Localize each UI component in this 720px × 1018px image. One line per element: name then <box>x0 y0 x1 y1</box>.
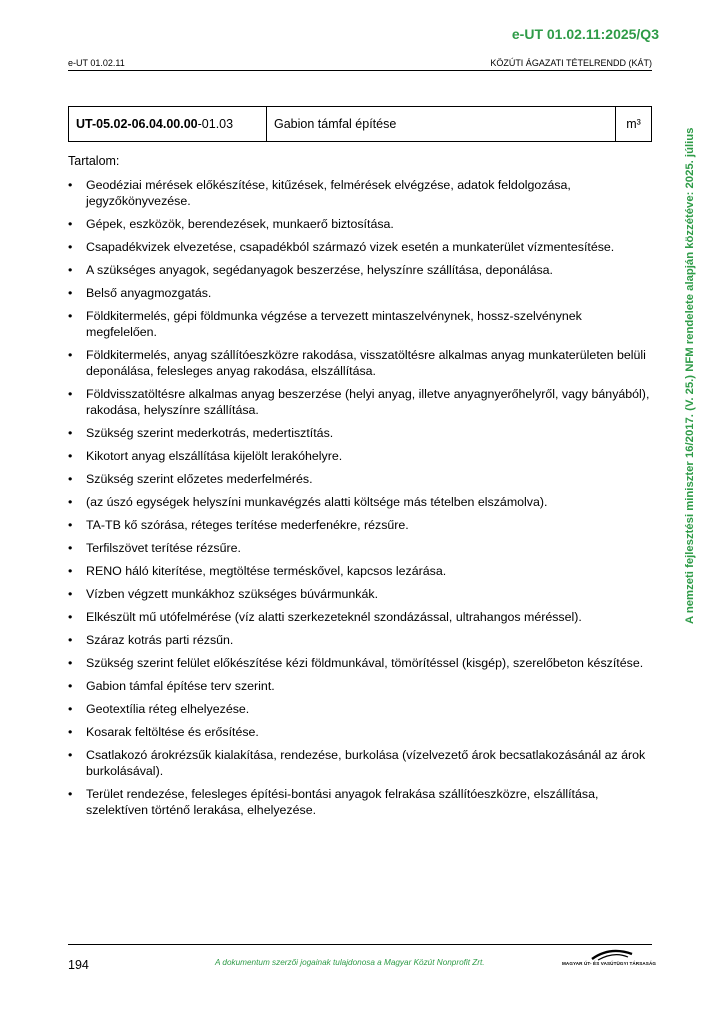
bullet-icon: • <box>68 309 73 323</box>
item-name-cell: Gabion támfal építése <box>274 117 397 131</box>
bullet-icon: • <box>68 679 73 693</box>
bullet-icon: • <box>68 587 73 601</box>
item-unit-cell: m³ <box>615 107 651 141</box>
society-logo <box>562 948 657 970</box>
list-item: • Geotextília réteg elhelyezése. <box>68 702 250 716</box>
bullet-icon: • <box>68 541 73 555</box>
list-item: • RENO háló kiterítése, megtöltése terméskővel, kapcsos lezárása. <box>68 564 447 578</box>
list-item: • Földvisszatöltésre alkalmas anyag beszerzése (helyi anyag, illetve anyagnyerőhelyről, vagy bányából), rakodása, helyszínre szállítása. <box>68 387 650 417</box>
bullet-icon: • <box>68 426 73 440</box>
list-item: • Kikotort anyag elszállítása kijelölt lerakóhelyre. <box>68 449 343 463</box>
bullet-icon: • <box>68 610 73 624</box>
bullet-icon: • <box>68 240 73 254</box>
page-number: 194 <box>68 958 89 972</box>
bullet-icon: • <box>68 217 73 231</box>
copyright-notice: A dokumentum szerzői jogainak tulajdonosa a Magyar Közút Nonprofit Zrt. <box>215 958 485 967</box>
list-item: • (az úszó egységek helyszíni munkavégzés alatti költsége más tételben elszámolva). <box>68 495 548 509</box>
bullet-icon: • <box>68 449 73 463</box>
footer-rule <box>68 944 652 945</box>
bullet-icon: • <box>68 495 73 509</box>
item-code-suffix: -01.03 <box>197 117 234 131</box>
contents-list <box>68 177 652 825</box>
header-left-code: e-UT 01.02.11 <box>68 58 125 68</box>
bullet-icon: • <box>68 518 73 532</box>
list-item: • Vízben végzett munkákhoz szükséges búvármunkák. <box>68 587 379 601</box>
contents-label: Tartalom: <box>68 154 120 168</box>
logo-text: MAGYAR ÚT- ÉS VASÚTÜGYI TÁRSASÁG <box>562 961 657 966</box>
bullet-icon: • <box>68 633 73 647</box>
list-item: • Terület rendezése, felesleges építési-bontási anyagok felrakása szállítóeszközre, elszállítása, szelektíven történő lerakása, elhelyezése. <box>68 787 599 817</box>
bullet-icon: • <box>68 564 73 578</box>
list-item: • TA-TB kő szórása, réteges terítése mederfenékre, rézsűre. <box>68 518 409 532</box>
bullet-icon: • <box>68 748 73 762</box>
list-item: • Földkitermelés, gépi földmunka végzése a tervezett mintaszelvénynek, hossz-szelvénynek megfelelően. <box>68 309 582 339</box>
bullet-icon: • <box>68 178 73 192</box>
list-item: • Elkészült mű utófelmérése (víz alatti szerkezeteknél szondázással, ultrahangos méréssel). <box>68 610 582 624</box>
list-item: • Belső anyagmozgatás. <box>68 286 212 300</box>
bullet-icon: • <box>68 348 73 362</box>
list-item: • A szükséges anyagok, segédanyagok beszerzése, helyszínre szállítása, deponálása. <box>68 263 554 277</box>
logo-swoosh-icon <box>562 948 654 962</box>
side-publication-note: A nemzeti fejlesztési miniszter 16/2017. (V. 25.) NFM rendelete alapján közzétéve: 2025. július <box>684 127 696 624</box>
bullet-icon: • <box>68 387 73 401</box>
list-item: • Szükség szerint felület előkészítése kézi földmunkával, tömörítéssel (kisgép), szerelőbeton készítése. <box>68 656 644 670</box>
list-item: • Csatlakozó árokrézsűk kialakítása, rendezése, burkolása (vízelvezető árok becsatlakozásánál az árok burkolásával). <box>68 748 646 778</box>
bullet-icon: • <box>68 286 73 300</box>
header-rule <box>68 70 652 71</box>
list-item: • Szükség szerint előzetes mederfelmérés. <box>68 472 313 486</box>
item-code-bold: UT-05.02-06.04.00.00 <box>76 117 198 131</box>
list-item: • Geodéziai mérések előkészítése, kitűzések, felmérések elvégzése, adatok feldolgozása, jegyzőkönyvezése. <box>68 178 571 208</box>
list-item: • Gépek, eszközök, berendezések, munkaerő biztosítása. <box>68 217 394 231</box>
bullet-icon: • <box>68 263 73 277</box>
bullet-icon: • <box>68 656 73 670</box>
item-code-cell <box>69 107 267 141</box>
list-item: • Terfilszövet terítése rézsűre. <box>68 541 241 555</box>
bullet-icon: • <box>68 472 73 486</box>
list-item: • Száraz kotrás parti rézsűn. <box>68 633 234 647</box>
list-item: • Kosarak feltöltése és erősítése. <box>68 725 259 739</box>
bullet-icon: • <box>68 787 73 801</box>
document-code: e-UT 01.02.11:2025/Q3 <box>511 26 659 42</box>
list-item: • Csapadékvizek elvezetése, csapadékból származó vizek esetén a munkaterület vízmentesítése. <box>68 240 615 254</box>
item-table <box>68 106 652 142</box>
list-item: • Gabion támfal építése terv szerint. <box>68 679 275 693</box>
list-item: • Földkitermelés, anyag szállítóeszközre rakodása, visszatöltésre alkalmas anyag munkaterületen belüli deponálása, felesleges anyag rakodása, elszállítása. <box>68 348 646 378</box>
bullet-icon: • <box>68 702 73 716</box>
bullet-icon: • <box>68 725 73 739</box>
list-item: • Szükség szerint mederkotrás, medertisztítás. <box>68 426 334 440</box>
header-right-title: KÖZÚTI ÁGAZATI TÉTELRENDD (KÁT) <box>490 58 652 68</box>
